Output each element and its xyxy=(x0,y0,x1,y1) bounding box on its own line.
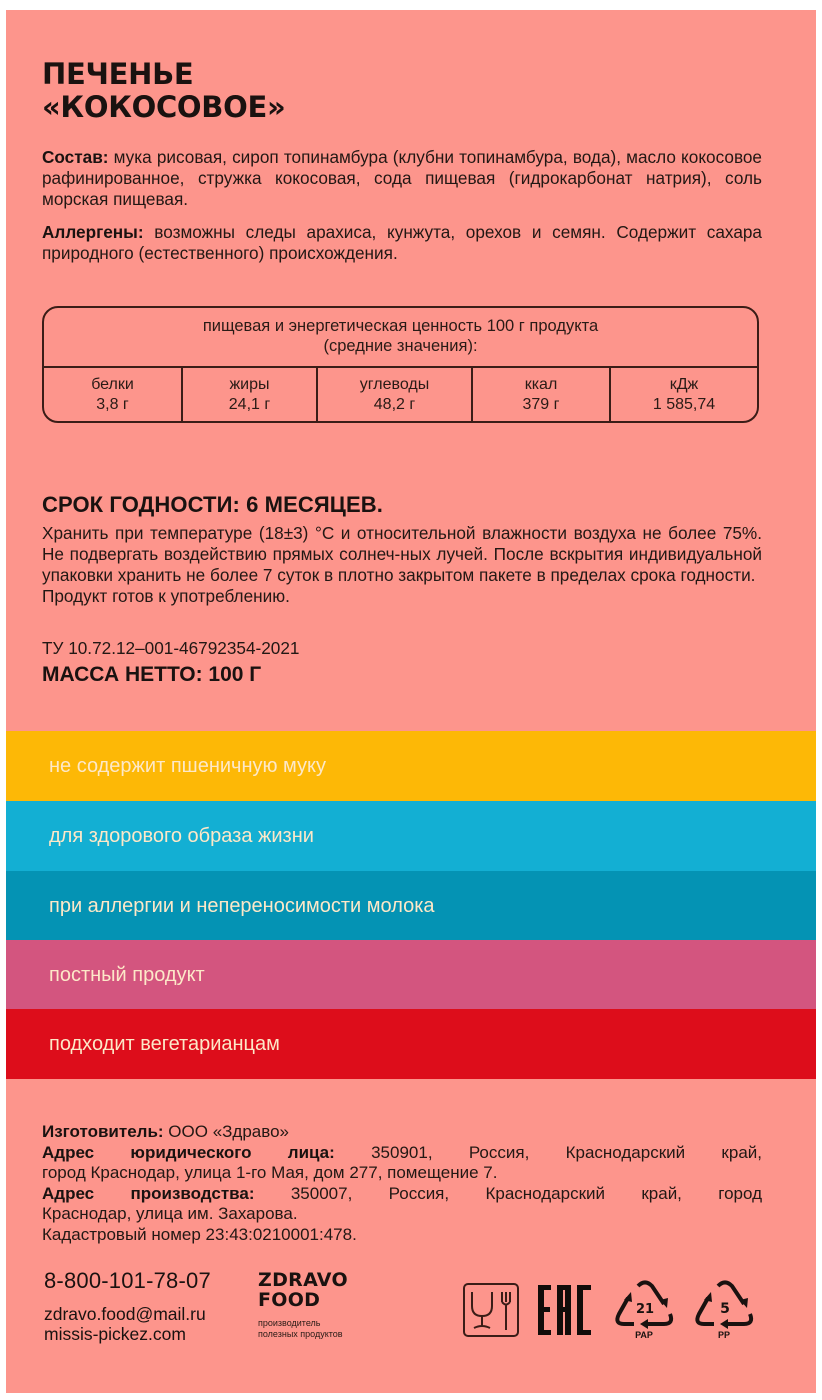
ready-text: Продукт готов к употреблению. xyxy=(42,586,290,606)
production-address-line-2: Краснодар, улица им. Захарова. xyxy=(42,1204,298,1223)
nutrition-header xyxy=(44,308,757,368)
nutrition-table xyxy=(42,306,759,423)
nutrition-cell-protein xyxy=(44,368,183,423)
band-no-wheat-flour: не содержит пшеничную муку xyxy=(6,731,816,801)
production-address-value: 350007, Россия, Краснодарский край, город xyxy=(254,1183,762,1203)
band-milk-allergy: при аллергии и непереносимости молока xyxy=(6,871,816,941)
brand-tagline-2: полезных продуктов xyxy=(258,1329,343,1339)
composition xyxy=(42,147,762,210)
manufacturer-info xyxy=(42,1122,762,1245)
title-line-2: «КОКОСОВОЕ» xyxy=(42,90,286,124)
storage-text: Хранить при температуре (18±3) °С и относительной влажности воздуха не более 75%. Не подвергать воздействию прямых солнеч-ных лучей. После вскрытия индивидуальной упаковки хранить не более 7 суток в плотно закрытом пакете в пределах срока годности. xyxy=(42,523,762,585)
tu-standard: ТУ 10.72.12–001-46792354-2021 xyxy=(42,638,300,658)
eac-mark-icon xyxy=(535,1283,595,1337)
nutrition-cell-fat xyxy=(183,368,318,423)
product-title xyxy=(42,58,542,124)
title-line-1: ПЕЧЕНЬЕ xyxy=(42,57,194,91)
svg-text:21: 21 xyxy=(635,1302,655,1317)
production-address-label: Адрес производства: xyxy=(42,1183,255,1203)
website-link[interactable]: missis-pickez.com xyxy=(44,1324,186,1344)
nutrition-value: 379 г xyxy=(522,396,560,413)
recycle-pp-icon xyxy=(694,1280,756,1330)
phone-number[interactable]: 8-800-101-78-07 xyxy=(44,1268,211,1293)
nutrition-value: 24,1 г xyxy=(228,396,271,413)
nutrition-name: белки xyxy=(91,376,134,393)
brand-line-1: ZDRAVO xyxy=(258,1269,348,1291)
email-link[interactable]: zdravo.food@mail.ru xyxy=(44,1304,206,1324)
composition-text: мука рисовая, сироп топинамбура (клубни топинамбура, вода), масло кокосовое рафинированное, стружка кокосовая, сода пищевая (гидрокарбонат натрия), соль морская пищевая. xyxy=(42,147,762,209)
nutrition-header-line-2: (средние значения): xyxy=(323,337,478,355)
legal-address-line-2: город Краснодар, улица 1-го Мая, дом 277, помещение 7. xyxy=(42,1163,498,1182)
production-address-line-1 xyxy=(42,1184,762,1205)
recycle-pp-label: PP xyxy=(717,1330,730,1340)
nutrition-value: 3,8 г xyxy=(96,396,129,413)
nutrition-header-line-1: пищевая и энергетическая ценность 100 г продукта xyxy=(202,317,599,335)
band-lenten-product: постный продукт xyxy=(6,940,816,1010)
allergens xyxy=(42,222,762,264)
recycle-pap-label: PAP xyxy=(635,1330,653,1340)
brand-tagline xyxy=(258,1318,343,1340)
svg-text:5: 5 xyxy=(720,1301,730,1317)
nutrition-name: кДж xyxy=(669,376,699,393)
legal-address-line-1 xyxy=(42,1143,762,1164)
nutrition-value: 48,2 г xyxy=(373,396,416,413)
glass-fork-icon xyxy=(462,1282,520,1338)
nutrition-name: ккал xyxy=(524,376,558,393)
storage-conditions xyxy=(42,523,762,607)
band-vegetarian: подходит вегетарианцам xyxy=(6,1009,816,1079)
legal-address-label: Адрес юридического лица: xyxy=(42,1142,335,1162)
legal-address-value: 350901, Россия, Краснодарский край, xyxy=(334,1142,763,1162)
allergens-text: возможны следы арахиса, кунжута, орехов и семян. Содержит сахара природного (естественного) происхождения. xyxy=(42,222,762,263)
nutrition-cell-carbs xyxy=(318,368,473,423)
nutrition-name: углеводы xyxy=(359,376,430,393)
nutrition-name: жиры xyxy=(229,376,270,393)
net-mass: МАССА НЕТТО: 100 Г xyxy=(42,663,262,686)
maker-label: Изготовитель: xyxy=(42,1122,164,1141)
nutrition-cell-kj xyxy=(611,368,757,423)
nutrition-cell-kcal xyxy=(473,368,611,423)
recycle-pap-icon xyxy=(614,1280,676,1330)
nutrition-row xyxy=(44,368,757,423)
brand-logo xyxy=(258,1270,348,1310)
composition-label: Состав: xyxy=(42,147,109,167)
allergens-label: Аллергены: xyxy=(42,222,144,242)
shelf-life-title: СРОК ГОДНОСТИ: 6 МЕСЯЦЕВ. xyxy=(42,492,383,517)
nutrition-value: 1 585,74 xyxy=(652,396,716,413)
brand-line-2: FOOD xyxy=(258,1289,321,1311)
brand-tagline-1: производитель xyxy=(258,1318,321,1328)
band-healthy-lifestyle: для здорового образа жизни xyxy=(6,801,816,871)
maker-value: ООО «Здраво» xyxy=(163,1122,289,1141)
maker-line xyxy=(42,1122,762,1143)
cadastral-number: Кадастровый номер 23:43:0210001:478. xyxy=(42,1224,357,1244)
